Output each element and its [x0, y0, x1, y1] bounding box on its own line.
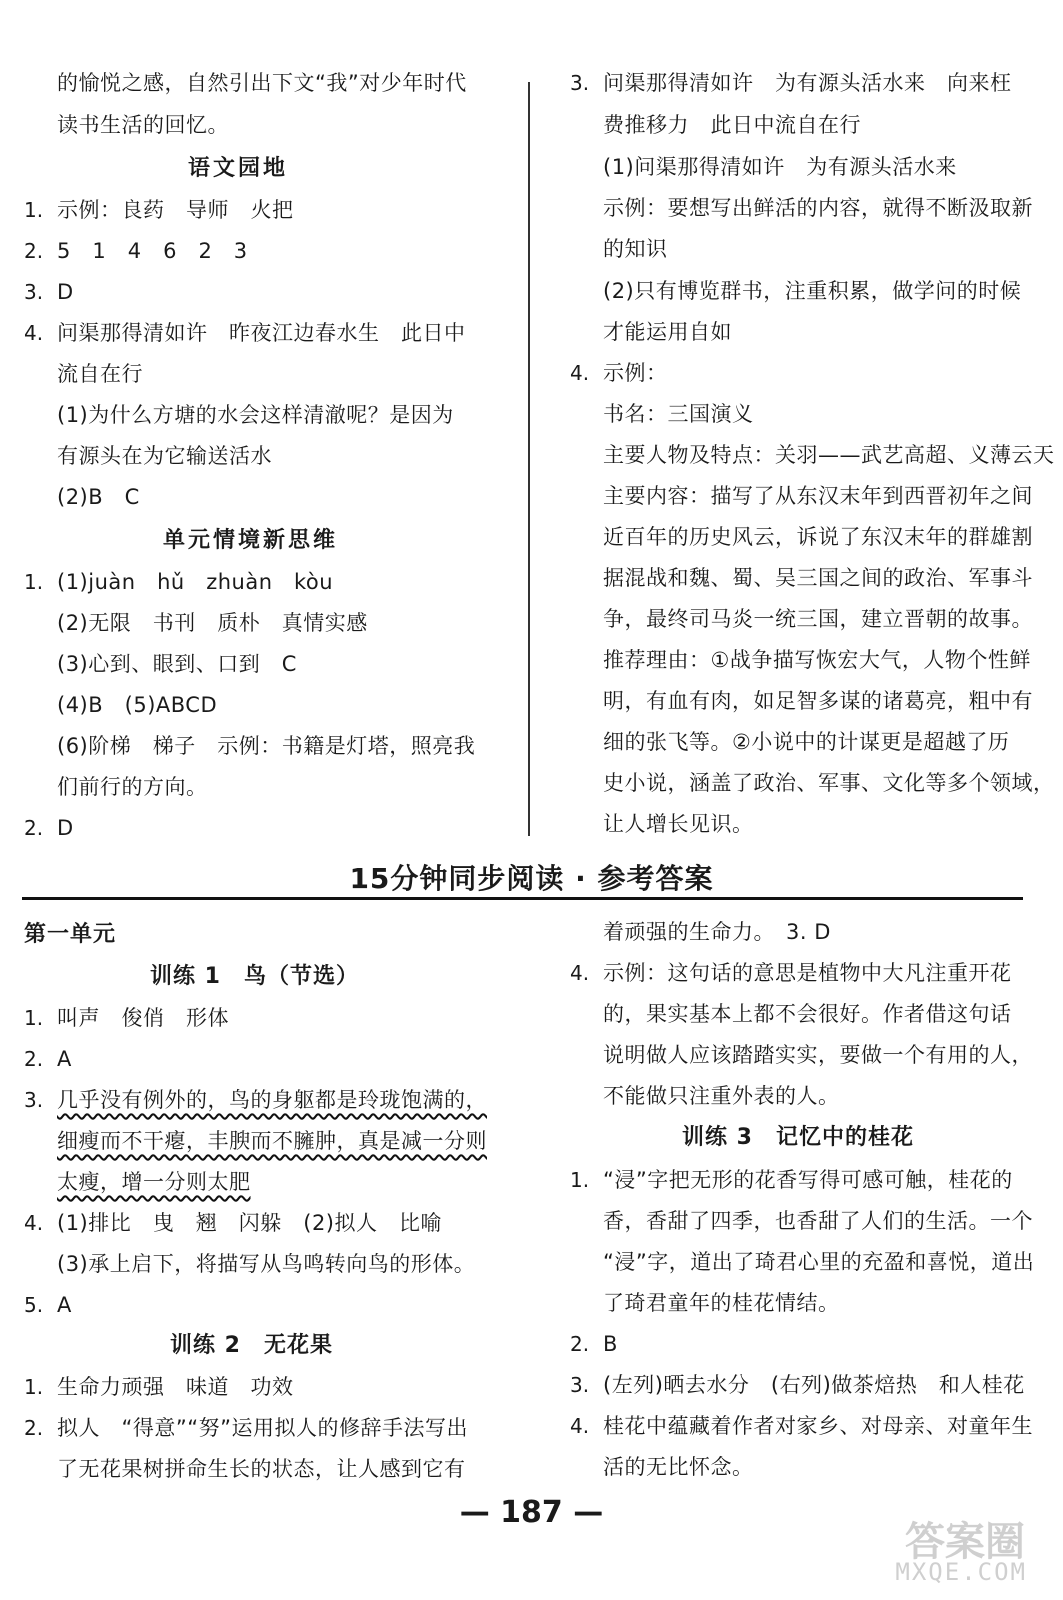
- text-line: 史小说，涵盖了政治、军事、文化等多个领域，: [603, 771, 1055, 795]
- text-line: (1)为什么方塘的水会这样清澈呢？是因为: [57, 403, 454, 427]
- item-number: 1.: [24, 570, 44, 594]
- item-number: 3.: [24, 280, 44, 304]
- text-line: 读书生活的回忆。: [57, 113, 229, 137]
- text-line: 明，有血有肉，如足智多谋的诸葛亮，粗中有: [603, 689, 1033, 713]
- text-line: A: [57, 1293, 72, 1317]
- item-number: 3.: [570, 1373, 590, 1397]
- text-line: 说明做人应该踏踏实实，要做一个有用的人，: [603, 1043, 1033, 1067]
- text-line: (左列)晒去水分 (右列)做茶焙热 和人桂花: [603, 1373, 1025, 1397]
- text-line: 的，果实基本上都不会很好。作者借这句话: [603, 1002, 1012, 1026]
- item-number: 4.: [570, 361, 590, 385]
- text-line: 主要人物及特点：关羽——武艺高超、义薄云天: [603, 443, 1055, 467]
- watermark-url: MXQE.COM: [895, 1558, 1027, 1586]
- item-number: 1.: [24, 198, 44, 222]
- item-number: 2.: [24, 816, 44, 840]
- underlined-text-line: 太瘦，增一分则太肥: [57, 1170, 251, 1194]
- text-line: “浸”字把无形的花香写得可感可触，桂花的: [603, 1168, 1013, 1192]
- text-line: “浸”字，道出了琦君心里的充盈和喜悦，道出: [603, 1250, 1035, 1274]
- item-number: 2.: [24, 1047, 44, 1071]
- item-number: 3.: [24, 1088, 44, 1112]
- text-line: 据混战和魏、蜀、吴三国之间的政治、军事斗: [603, 566, 1033, 590]
- text-line: 细的张飞等。②小说中的计谋更是超越了历: [603, 730, 1010, 754]
- text-line: 费推移力 此日中流自在行: [603, 113, 861, 137]
- text-line: (2)无限 书刊 质朴 真情实感: [57, 611, 368, 635]
- text-line: 让人增长见识。: [603, 812, 754, 836]
- text-line: (2)B C: [57, 485, 140, 509]
- text-line: 的知识: [603, 237, 668, 261]
- text-line: (3)心到、眼到、口到 C: [57, 652, 297, 676]
- item-number: 5.: [24, 1293, 44, 1317]
- text-line: 示例：要想写出鲜活的内容，就得不断汲取新: [603, 196, 1033, 220]
- text-line: 主要内容：描写了从东汉末年到西晋初年之间: [603, 484, 1033, 508]
- text-line: 问渠那得清如许 为有源头活水来 向来枉: [603, 71, 1012, 95]
- page-number: — 187 —: [459, 1495, 604, 1530]
- item-number: 2.: [24, 1416, 44, 1440]
- exercise-heading: 训练 1 鸟（节选）: [150, 964, 359, 989]
- text-line: 问渠那得清如许 昨夜江边春水生 此日中: [57, 321, 466, 345]
- banner-title: 15分钟同步阅读 · 参考答案: [349, 862, 714, 895]
- text-line: 示例：: [603, 361, 668, 385]
- answer-banner: [0, 855, 1063, 895]
- text-line: 活的无比怀念。: [603, 1455, 754, 1479]
- exercise-heading: 训练 3 记忆中的桂花: [682, 1125, 914, 1150]
- item-number: 1.: [24, 1375, 44, 1399]
- section-heading: 单元情境新思维: [163, 528, 339, 553]
- text-line: 书名：三国演义: [603, 402, 754, 426]
- text-line: 不能做只注重外表的人。: [603, 1084, 840, 1108]
- underlined-text-line: 细瘦而不干瘪，丰腴而不臃肿，真是减一分则: [57, 1129, 487, 1153]
- text-line: 桂花中蕴藏着作者对家乡、对母亲、对童年生: [603, 1414, 1033, 1438]
- text-line: 有源头在为它输送活水: [57, 444, 272, 468]
- text-line: 了琦君童年的桂花情结。: [603, 1291, 840, 1315]
- text-line: 5 1 4 6 2 3: [57, 239, 248, 263]
- text-line: (4)B (5)ABCD: [57, 693, 218, 717]
- text-line: B: [603, 1332, 618, 1356]
- text-line: 叫声 俊俏 形体: [57, 1006, 229, 1030]
- item-number: 4.: [24, 321, 44, 345]
- text-line: 拟人 “得意”“努”运用拟人的修辞手法写出: [57, 1416, 469, 1440]
- item-number: 2.: [24, 239, 44, 263]
- section-heading: 语文园地: [188, 156, 289, 181]
- watermark-logo: 答案圈: [905, 1519, 1025, 1565]
- text-line: 流自在行: [57, 362, 143, 386]
- text-line: 示例：良药 导师 火把: [57, 198, 294, 222]
- text-line: (6)阶梯 梯子 示例：书籍是灯塔，照亮我: [57, 734, 476, 758]
- text-line: 们前行的方向。: [57, 775, 208, 799]
- banner-rule: [22, 897, 1023, 900]
- underlined-text-line: 几乎没有例外的，鸟的身躯都是玲珑饱满的，: [57, 1088, 487, 1112]
- text-line: 的愉悦之感，自然引出下文“我”对少年时代: [57, 71, 467, 95]
- exercise-heading: 训练 2 无花果: [170, 1333, 333, 1358]
- text-line: 生命力顽强 味道 功效: [57, 1375, 294, 1399]
- text-line: 了无花果树拼命生长的状态，让人感到它有: [57, 1457, 466, 1481]
- text-line: 示例：这句话的意思是植物中大凡注重开花: [603, 961, 1012, 985]
- item-number: 3.: [570, 71, 590, 95]
- item-number: 4.: [570, 1414, 590, 1438]
- item-number: 4.: [570, 961, 590, 985]
- item-number: 2.: [570, 1332, 590, 1356]
- item-number: 4.: [24, 1211, 44, 1235]
- text-line: (1)排比 曳 翘 闪躲 (2)拟人 比喻: [57, 1211, 442, 1235]
- text-line: (1)juàn hǔ zhuàn kòu: [57, 570, 334, 594]
- text-line: (1)问渠那得清如许 为有源头活水来: [603, 155, 957, 179]
- text-line: 香，香甜了四季，也香甜了人们的生活。一个: [603, 1209, 1033, 1233]
- text-line: 着顽强的生命力。 3. D: [603, 920, 831, 944]
- unit-title: 第一单元: [24, 922, 117, 947]
- text-line: 争，最终司马炎一统三国，建立晋朝的故事。: [603, 607, 1033, 631]
- text-line: D: [57, 280, 74, 304]
- text-line: 推荐理由：①战争描写恢宏大气，人物个性鲜: [603, 648, 1031, 672]
- text-line: D: [57, 816, 74, 840]
- text-line: (3)承上启下，将描写从鸟鸣转向鸟的形体。: [57, 1252, 476, 1276]
- text-line: A: [57, 1047, 72, 1071]
- item-number: 1.: [570, 1168, 590, 1192]
- text-line: 近百年的历史风云，诉说了东汉末年的群雄割: [603, 525, 1033, 549]
- text-line: 才能运用自如: [603, 320, 732, 344]
- item-number: 1.: [24, 1006, 44, 1030]
- text-line: (2)只有博览群书，注重积累，做学问的时候: [603, 279, 1022, 303]
- column-divider: [528, 82, 530, 836]
